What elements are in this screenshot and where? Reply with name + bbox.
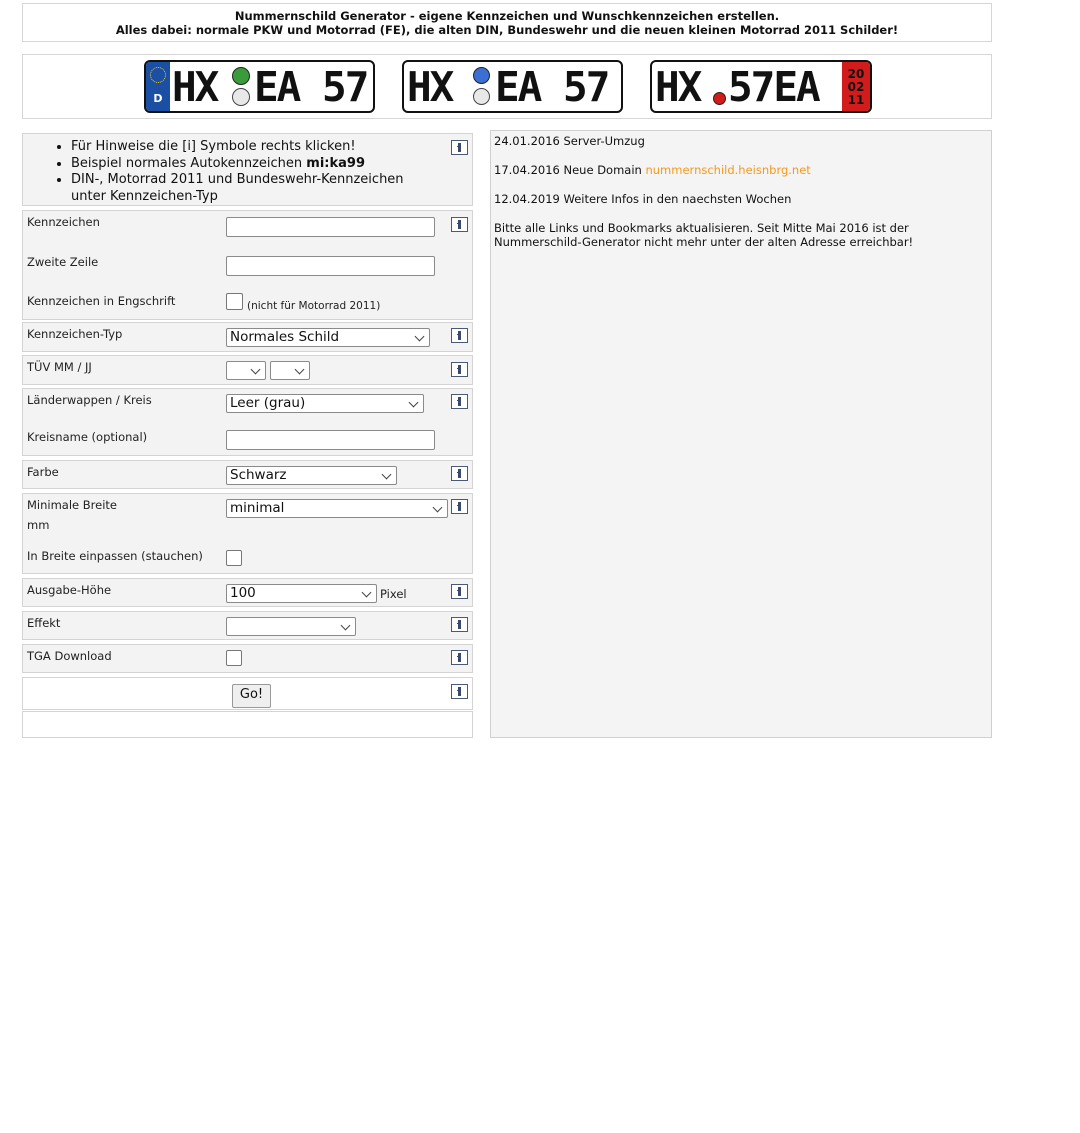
chevron-down-icon bbox=[382, 470, 392, 480]
tip-item: • Für Hinweise die [i] Symbole rechts klicken! bbox=[71, 139, 439, 156]
tuev-row bbox=[22, 355, 473, 385]
effekt-select[interactable] bbox=[226, 617, 356, 636]
effekt-label: Effekt bbox=[27, 616, 61, 630]
chevron-down-icon bbox=[415, 332, 425, 342]
page-header bbox=[22, 3, 992, 42]
tuev-year-select[interactable] bbox=[270, 361, 310, 380]
plate-text-right: EA 57 bbox=[254, 63, 368, 111]
kennzeichen-group bbox=[22, 210, 473, 320]
submit-row bbox=[22, 677, 473, 710]
tuev-seal-icon bbox=[232, 67, 250, 85]
hoehe-select[interactable] bbox=[226, 584, 377, 603]
info-icon[interactable] bbox=[451, 140, 468, 155]
news-item: Bitte alle Links und Bookmarks aktualisieren. Seit Mitte Mai 2016 ist der Nummerschild-Generator nicht mehr unter der alten Adresse erreichbar! bbox=[494, 221, 914, 249]
hoehe-unit: Pixel bbox=[380, 587, 407, 601]
news-item: 12.04.2019 Weitere Infos in den naechsten Wochen bbox=[494, 192, 792, 206]
breite-group bbox=[22, 493, 473, 574]
farbe-label: Farbe bbox=[27, 465, 59, 479]
info-icon[interactable] bbox=[451, 650, 468, 665]
breite-value: minimal bbox=[230, 500, 285, 516]
zweite-zeile-input[interactable] bbox=[226, 256, 435, 276]
tga-row bbox=[22, 644, 473, 673]
info-icon[interactable] bbox=[451, 466, 468, 481]
hoehe-row bbox=[22, 578, 473, 607]
tga-label: TGA Download bbox=[27, 649, 112, 663]
eu-country-letter: D bbox=[153, 92, 163, 105]
header-title: Nummernschild Generator - eigene Kennzeichen und Wunschkennzeichen erstellen. bbox=[234, 9, 780, 23]
wappen-value: Leer (grau) bbox=[230, 395, 306, 411]
breite-label: Minimale Breite bbox=[27, 498, 117, 512]
engschrift-label: Kennzeichen in Engschrift bbox=[27, 294, 176, 308]
tips-panel bbox=[22, 133, 473, 206]
example-plate: mi:ka99 bbox=[306, 155, 365, 171]
chevron-down-icon bbox=[362, 588, 372, 598]
kreisname-input[interactable] bbox=[226, 430, 435, 450]
chevron-down-icon bbox=[251, 365, 261, 375]
plate-text-left: HX bbox=[655, 63, 701, 111]
kennzeichen-typ-label: Kennzeichen-Typ bbox=[27, 327, 123, 341]
year-line: 20 bbox=[847, 67, 865, 81]
farbe-select[interactable] bbox=[226, 466, 397, 485]
breite-select[interactable] bbox=[226, 499, 448, 518]
go-button[interactable]: Go! bbox=[232, 684, 271, 708]
header-subtitle: Alles dabei: normale PKW und Motorrad (FE), die alten DIN, Bundeswehr und die neuen kleinen Motorrad 2011 Schilder! bbox=[115, 23, 899, 37]
engschrift-hint: (nicht für Motorrad 2011) bbox=[247, 300, 381, 312]
plate-text-left: HX bbox=[407, 63, 453, 111]
kennzeichen-label: Kennzeichen bbox=[27, 215, 100, 229]
effekt-row bbox=[22, 611, 473, 640]
breite-unit-label: mm bbox=[27, 518, 50, 532]
tga-checkbox[interactable] bbox=[226, 650, 242, 666]
new-domain-link[interactable]: nummernschild.heisnbrg.net bbox=[645, 163, 811, 177]
kennzeichen-typ-value: Normales Schild bbox=[230, 329, 340, 345]
news-panel bbox=[490, 130, 992, 738]
tips-list bbox=[53, 139, 439, 205]
tip-item: • Beispiel normales Autokennzeichen mi:ka99 bbox=[71, 156, 439, 173]
tuev-label: TÜV MM / JJ bbox=[27, 360, 92, 374]
year-band bbox=[842, 62, 870, 111]
zweite-zeile-label: Zweite Zeile bbox=[27, 255, 99, 269]
plate-preview-strip bbox=[22, 54, 992, 119]
state-seal-icon bbox=[232, 88, 250, 106]
plate-preview-motorrad-2011 bbox=[650, 60, 872, 113]
kennzeichen-typ-select[interactable] bbox=[226, 328, 430, 347]
chevron-down-icon bbox=[341, 621, 351, 631]
news-item: 17.04.2016 Neue Domain nummernschild.heisnbrg.net bbox=[494, 163, 811, 177]
info-icon[interactable] bbox=[451, 217, 468, 232]
plate-preview-din bbox=[402, 60, 623, 113]
chevron-down-icon bbox=[433, 503, 443, 513]
hoehe-value: 100 bbox=[230, 585, 256, 601]
info-icon[interactable] bbox=[451, 362, 468, 377]
plate-text-left: HX bbox=[172, 63, 218, 111]
plate-preview-normal bbox=[144, 60, 375, 113]
eu-band bbox=[146, 62, 170, 111]
hoehe-label: Ausgabe-Höhe bbox=[27, 583, 112, 597]
info-icon[interactable] bbox=[451, 328, 468, 343]
info-icon[interactable] bbox=[451, 684, 468, 699]
kennzeichen-typ-row bbox=[22, 322, 473, 352]
year-line: 02 bbox=[847, 80, 865, 94]
info-icon[interactable] bbox=[451, 617, 468, 632]
farbe-value: Schwarz bbox=[230, 467, 287, 483]
engschrift-checkbox[interactable] bbox=[226, 293, 243, 310]
einpassen-checkbox[interactable] bbox=[226, 550, 242, 566]
kreisname-label: Kreisname (optional) bbox=[27, 430, 148, 444]
chevron-down-icon bbox=[409, 398, 419, 408]
news-item: 24.01.2016 Server-Umzug bbox=[494, 134, 645, 148]
state-seal-icon bbox=[713, 92, 726, 105]
wappen-select[interactable] bbox=[226, 394, 424, 413]
year-line: 11 bbox=[847, 93, 865, 107]
info-icon[interactable] bbox=[451, 584, 468, 599]
info-icon[interactable] bbox=[451, 394, 468, 409]
farbe-row bbox=[22, 460, 473, 489]
state-seal-icon bbox=[473, 88, 490, 105]
info-icon[interactable] bbox=[451, 499, 468, 514]
eu-stars-icon bbox=[150, 67, 166, 83]
plate-text-right: 57EA bbox=[728, 63, 819, 111]
wappen-group bbox=[22, 388, 473, 456]
einpassen-label: In Breite einpassen (stauchen) bbox=[27, 549, 203, 563]
tuev-seal-icon bbox=[473, 67, 490, 84]
wappen-label: Länderwappen / Kreis bbox=[27, 393, 152, 407]
chevron-down-icon bbox=[295, 365, 305, 375]
tuev-month-select[interactable] bbox=[226, 361, 266, 380]
kennzeichen-input[interactable] bbox=[226, 217, 435, 237]
tip-item: • DIN-, Motorrad 2011 und Bundeswehr-Kennzeichen unter Kennzeichen-Typ bbox=[71, 172, 439, 205]
output-area bbox=[22, 711, 473, 738]
plate-text-right: EA 57 bbox=[495, 63, 609, 111]
